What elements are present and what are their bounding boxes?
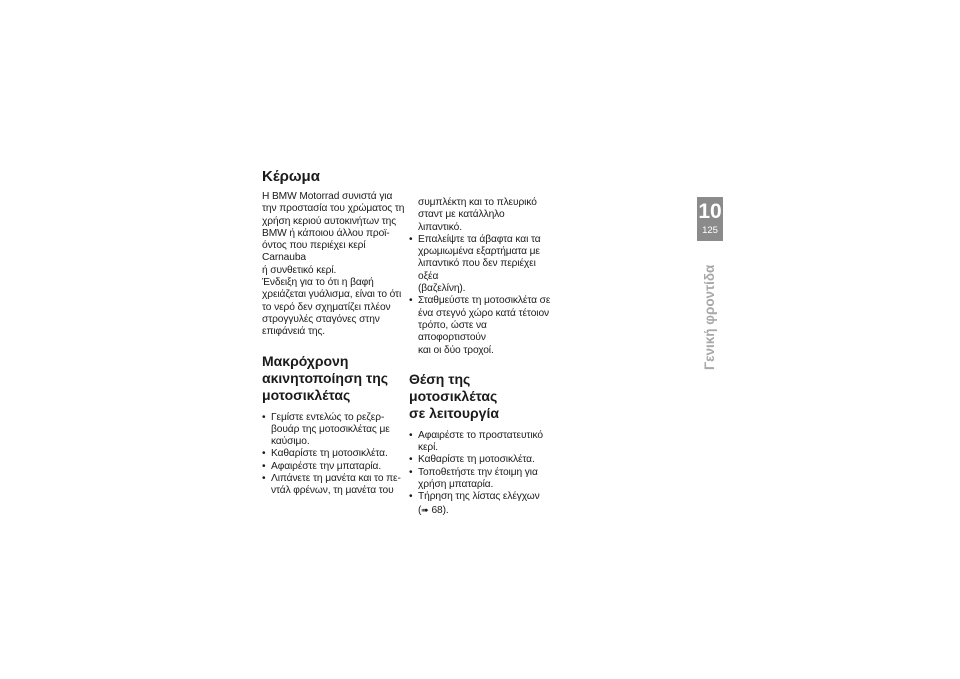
item-line: χρωμιωμένα εξαρτήματα με [418,246,540,258]
list-item [262,473,410,498]
chapter-tab [697,197,723,241]
item-line: Καθαρίστε τη μοτοσικλέτα. [418,454,535,466]
paragraph-line: χρήση κεριού αυτοκινήτων της [262,215,397,227]
list-item [262,448,410,460]
item-line: σταντ με κατάλληλο λιπαντικό. [418,209,505,233]
item-line: (βαζελίνη). [418,283,466,295]
item-line: Τοποθετήστε την έτοιμη για [418,466,538,478]
paragraph-line: όντος που περιέχει κερί Carnauba [262,240,366,264]
bullet-icon: • [409,295,413,307]
list-item [409,295,551,356]
paragraph-line: επιφάνειά της. [262,326,325,338]
item-line: Αφαιρέστε την μπαταρία. [271,460,382,472]
bullet-icon: • [409,233,413,245]
waxing-paragraph [262,191,413,339]
section-title-recommissioning [409,371,551,422]
paragraph-line: BMW ή κάποιου άλλου προϊ- [262,227,390,239]
bullet-icon: • [409,429,413,441]
item-line: Γεμίστε εντελώς το ρεζερ- [271,411,385,423]
list-item [409,234,551,295]
bullet-icon: • [262,448,266,460]
page-reference[interactable]: 68). [431,504,449,516]
item-line: λιπαντικό που δεν περιέχει οξέα [418,258,536,282]
item-line: χρήση μπαταρία. [418,479,494,491]
item-line: ένα στεγνό χώρο κατά τέτοιον [418,307,550,319]
list-item [409,467,551,492]
item-line: κερί. [418,442,439,454]
page-reference-arrow-icon: ➠ [421,504,429,515]
storage-bullet-list-continued [409,234,551,357]
section-title-waxing: Κέρωμα [262,168,320,185]
paragraph-line: το νερό δεν σχηματίζει πλέον [262,301,391,313]
item-line: Λιπάνετε τη μανέτα και το πε- [271,473,401,485]
list-item [262,411,413,449]
list-item [409,454,551,466]
bullet-icon: • [409,466,413,478]
side-title-wrapper [697,250,723,370]
item-line: και οι δύο τροχοί. [418,344,494,356]
title-line: μοτοσικλέτας [262,386,351,403]
paragraph-line: στρογγυλές σταγόνες στην [262,313,380,325]
paragraph-line: Ένδειξη για το ότι η βαφή [262,277,374,289]
item-line: τρόπο, ώστε να αποφορτιστούν [418,319,487,344]
list-item [409,430,551,455]
paragraph-line: την προστασία του χρώματος τη [262,203,405,215]
bullet-icon: • [409,454,413,466]
bullet-icon: • [262,460,266,472]
page-number: 125 [702,225,718,236]
bullet-icon: • [409,491,413,503]
paragraph-line: Η BMW Motorrad συνιστά για [262,191,393,202]
section-title-storage [262,353,410,404]
item-line: Σταθμεύστε τη μοτοσικλέτα σε [418,295,551,307]
title-line: ακινητοποίηση της [262,369,389,386]
item-line: συμπλέκτη και το πλευρικό [418,197,537,208]
title-line: Μακρόχρονη [262,352,349,369]
bullet-icon: • [262,473,266,485]
left-column [262,168,413,498]
right-column [409,197,551,517]
recommissioning-bullet-list [409,430,551,517]
list-item [262,461,410,473]
chapter-side-title: Γενική φροντίδα [702,264,717,370]
item-line: Αφαιρέστε το προστατευτικό [418,429,543,441]
item-line: Τήρηση της λίστας ελέγχων [418,491,540,503]
item-line: καύσιμο. [271,436,310,448]
item-line: βουάρ της μοτοσικλέτας με [271,423,390,435]
item-line: Καθαρίστε τη μοτοσικλέτα. [271,448,388,460]
continued-text [409,197,551,234]
chapter-number: 10 [698,200,722,223]
storage-bullet-list [262,411,413,498]
item-line: ντάλ φρένων, τη μανέτα του [271,485,394,497]
title-line: σε λειτουργία [409,404,499,421]
list-item: • Τήρηση της λίστας ελέγχων (➠ 68). [409,491,540,516]
item-line: Επαλείψτε τα άβαφτα και τα [418,233,541,245]
bullet-icon: • [262,411,266,423]
title-line: Θέση της μοτοσικλέτας [409,370,498,404]
paragraph-line: χρειάζεται γυάλισμα, είναι το ότι [262,289,402,301]
paragraph-line: ή συνθετικό κερί. [262,264,337,276]
